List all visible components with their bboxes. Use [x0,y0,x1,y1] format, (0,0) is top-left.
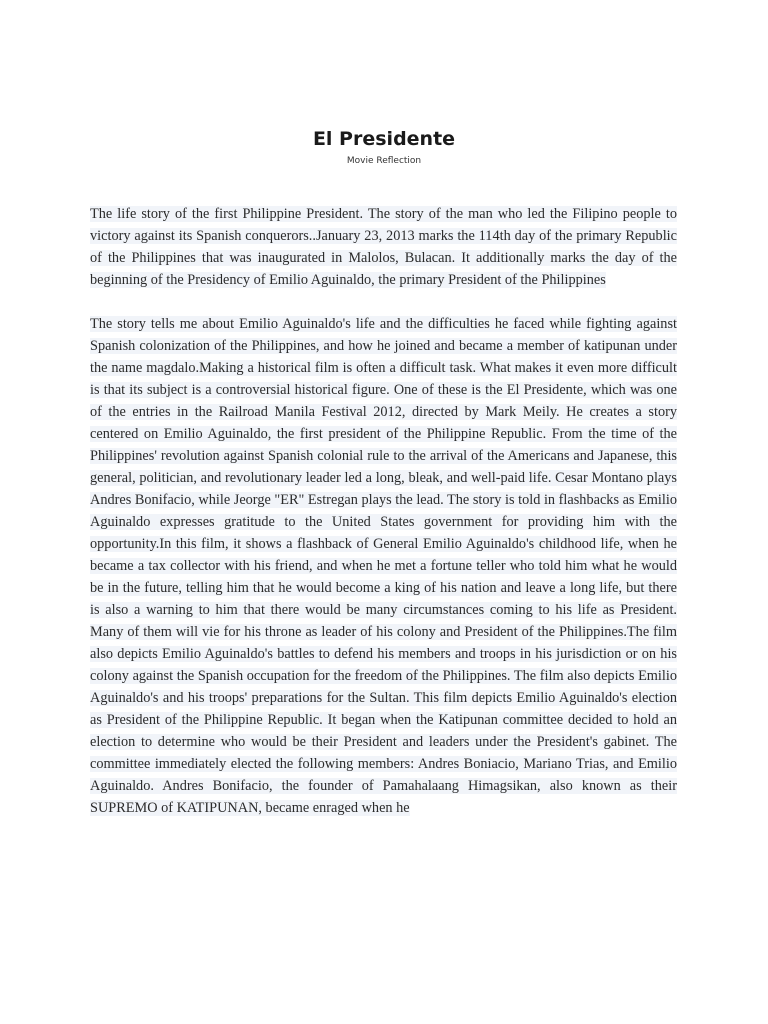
page-subtitle: Movie Reflection [346,156,422,166]
paragraph-2 [90,313,677,819]
paragraph-1 [90,203,677,291]
document-body [90,203,677,841]
paragraph-2-text: The story tells me about Emilio Aguinaldo's life and the difficulties he faced while fighting against Spanish colonization of the Philippines, and how he joined and became a member of katipunan under the name magdalo.Making a historical film is often a difficult task. What makes it even more difficult is that its subject is a controversial historical figure. One of these is the El Presidente, which was one of the entries in the Railroad Manila Festival 2012, directed by Mark Meily. He creates a story centered on Emilio Aguinaldo, the first president of the Philippine Republic. From the time of the Philippines' revolution against Spanish colonial rule to the arrival of the Americans and Japanese, this general, politician, and revolutionary leader led a long, bleak, and well-paid life. Cesar Montano plays Andres Bonifacio, while Jeorge "ER" Estregan plays the lead. The story is told in flashbacks as Emilio Aguinaldo expresses gratitude to the United States government for providing him with the opportunity.In this film, it shows a flashback of General Emilio Aguinaldo's childhood life, when he became a tax collector with his friend, and when he met a fortune teller who told him what he would be in the future, telling him that he would become a king of his nation and leave a long life, but there is also a warning to him that there would be many circumstances coming to his life as President. Many of them will vie for his throne as leader of his colony and President of the Philippines.The film also depicts Emilio Aguinaldo's battles to defend his members and troops in his jurisdiction or on his colony against the Spanish occupation for the freedom of the Philippines. The film also depicts Emilio Aguinaldo's and his troops' preparations for the Sultan. This film depicts Emilio Aguinaldo's election as President of the Philippine Republic. It began when the Katipunan committee decided to hold an election to determine who would be their President and leaders under the President's gabinet. The committee immediately elected the following members: Andres Boniacio, Mariano Trias, and Emilio Aguinaldo. Andres Bonifacio, the founder of Pamahalaang Himagsikan, also known as their SUPREMO of KATIPUNAN, became enraged when he [90,316,677,816]
paragraph-1-text: The life story of the first Philippine President. The story of the man who led the Filipino people to victory against its Spanish conquerors..January 23, 2013 marks the 114th day of the primary Republic of the Philippines that was inaugurated in Malolos, Bulacan. It additionally marks the day of the beginning of the Presidency of Emilio Aguinaldo, the primary President of the Philippines [90,206,677,288]
page-title: El Presidente [312,128,456,150]
